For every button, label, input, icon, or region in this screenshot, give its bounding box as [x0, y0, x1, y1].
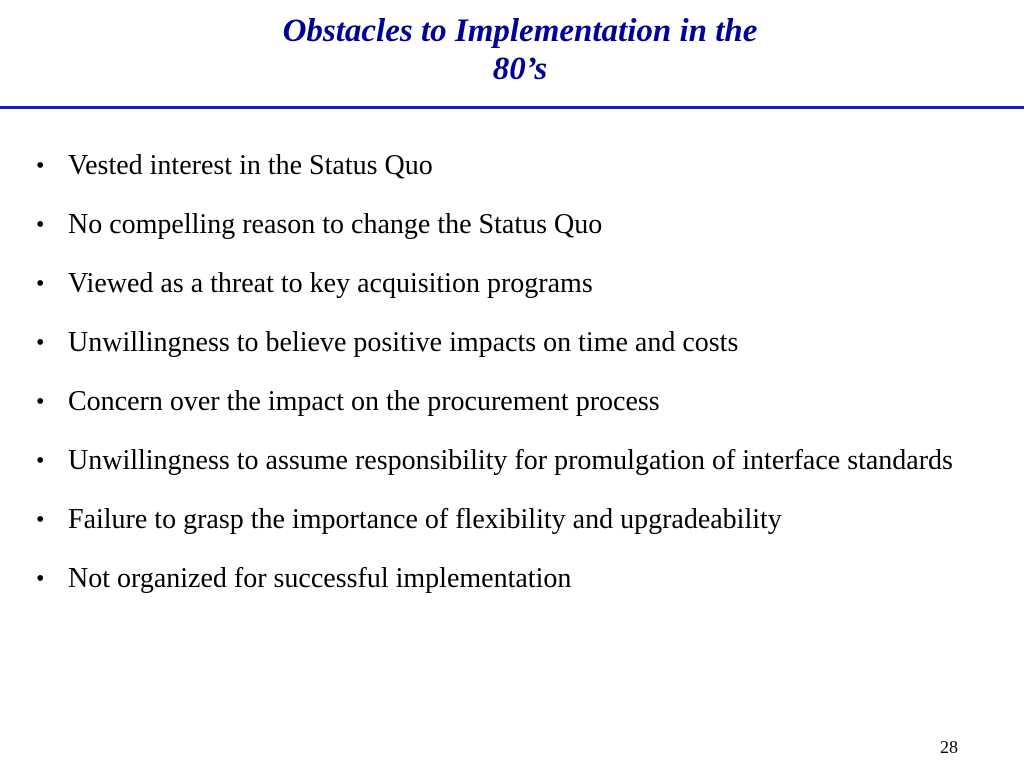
bullet-text: Vested interest in the Status Quo: [68, 150, 433, 181]
bullet-text: Failure to grasp the importance of flexibility and upgradeability: [68, 504, 782, 535]
bullet-item: [36, 199, 1016, 251]
slide-title-line-1: Obstacles to Implementation in the: [282, 13, 758, 49]
slide-title: [0, 12, 1024, 88]
bullet-icon: •: [36, 330, 45, 356]
bullet-item: [36, 258, 1016, 310]
bullet-list: [36, 140, 1016, 612]
bullet-item: [36, 140, 1016, 192]
bullet-icon: •: [36, 448, 45, 474]
bullet-item: [36, 553, 1016, 605]
bullet-item: [36, 376, 1016, 428]
bullet-item: [36, 494, 1016, 546]
bullet-item: [36, 435, 1016, 487]
bullet-icon: •: [36, 389, 45, 415]
bullet-icon: •: [36, 271, 45, 297]
bullet-text: Viewed as a threat to key acquisition programs: [68, 268, 593, 299]
bullet-icon: •: [36, 566, 45, 592]
title-divider: [0, 106, 1024, 109]
bullet-icon: •: [36, 212, 45, 238]
bullet-icon: •: [36, 507, 45, 533]
bullet-icon: •: [36, 153, 45, 179]
bullet-text: No compelling reason to change the Status Quo: [68, 209, 603, 240]
bullet-text: Unwillingness to assume responsibility for promulgation of interface standards: [68, 445, 953, 476]
bullet-text: Unwillingness to believe positive impacts on time and costs: [68, 327, 739, 358]
bullet-text: Not organized for successful implementation: [68, 563, 572, 594]
slide-title-line-2: 80’s: [492, 51, 548, 87]
bullet-text: Concern over the impact on the procurement process: [68, 386, 660, 417]
bullet-item: [36, 317, 1016, 369]
page-number: 28: [940, 737, 958, 757]
